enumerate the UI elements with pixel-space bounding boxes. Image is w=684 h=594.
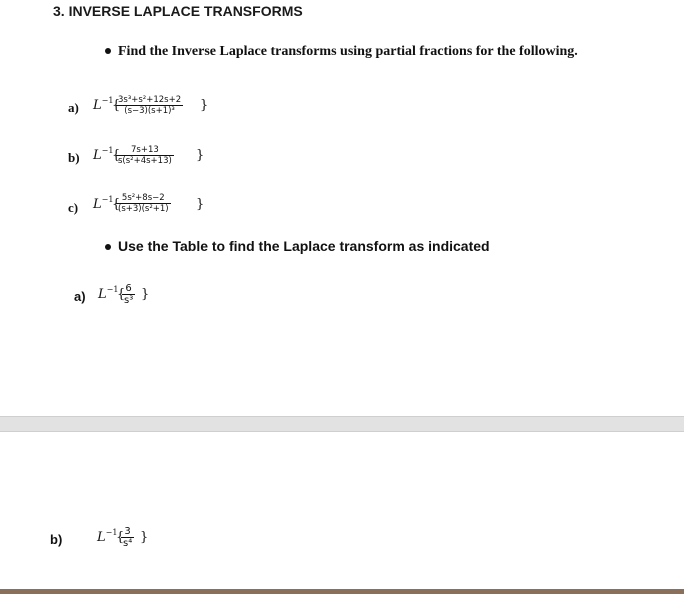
problem-a-fraction — [116, 95, 183, 116]
problem-c-open-brace: { — [112, 197, 121, 212]
problem-c-operator: $L^{-1}$ — [93, 195, 114, 212]
table-problem-b-operator: $L^{-1}$ — [97, 528, 118, 545]
problem-b-open-brace: { — [112, 148, 121, 163]
bullet-icon — [105, 48, 111, 54]
table-problem-a-operator: $L^{-1}$ — [98, 285, 119, 302]
table-problem-b-label: b) — [50, 532, 63, 547]
table-problem-b-denominator: s⁴ — [123, 538, 133, 549]
problem-a-close-brace: } — [200, 98, 209, 113]
problem-b-numerator: 7s+13 — [131, 145, 159, 155]
problem-b-operator: $L^{-1}$ — [93, 146, 114, 163]
instruction-table: Use the Table to find the Laplace transform as indicated — [118, 238, 490, 254]
table-problem-a-open-brace: { — [117, 287, 126, 302]
page-divider-band — [0, 416, 684, 432]
section-heading: 3. INVERSE LAPLACE TRANSFORMS — [53, 3, 303, 19]
problem-b-denominator: s(s²+4s+13) — [118, 156, 172, 166]
problem-c-denominator: (s+3)(s²+1) — [118, 204, 169, 214]
problem-c-fraction — [116, 193, 171, 214]
table-problem-a-fraction — [122, 283, 135, 306]
table-problem-b-open-brace: { — [116, 530, 125, 545]
bullet-icon — [105, 244, 111, 250]
problem-b-label: b) — [68, 150, 80, 165]
problem-b-close-brace: } — [196, 148, 205, 163]
problem-c-numerator: 5s²+8s−2 — [121, 193, 165, 203]
problem-c-close-brace: } — [196, 197, 205, 212]
problem-c-label: c) — [68, 200, 79, 215]
problem-a-open-brace: { — [112, 98, 121, 113]
table-problem-a-close-brace: } — [141, 287, 150, 302]
table-problem-a-denominator: s³ — [124, 295, 134, 306]
table-problem-a-label: a) — [74, 289, 86, 304]
problem-a-label: a) — [68, 100, 79, 115]
bottom-edge — [0, 589, 684, 594]
problem-b-fraction — [116, 145, 174, 166]
table-problem-b-fraction — [121, 526, 134, 549]
table-problem-b-numerator: 3 — [124, 526, 131, 537]
problem-a-numerator: 3s³+s²+12s+2 — [118, 95, 182, 105]
table-problem-a-numerator: 6 — [125, 283, 132, 294]
instruction-partial-fractions: Find the Inverse Laplace transforms using partial fractions for the following. — [118, 44, 578, 59]
problem-a-operator: $L^{-1}$ — [93, 96, 114, 113]
table-problem-b-close-brace: } — [140, 530, 149, 545]
problem-a-denominator: (s−3)(s+1)³ — [116, 105, 183, 116]
